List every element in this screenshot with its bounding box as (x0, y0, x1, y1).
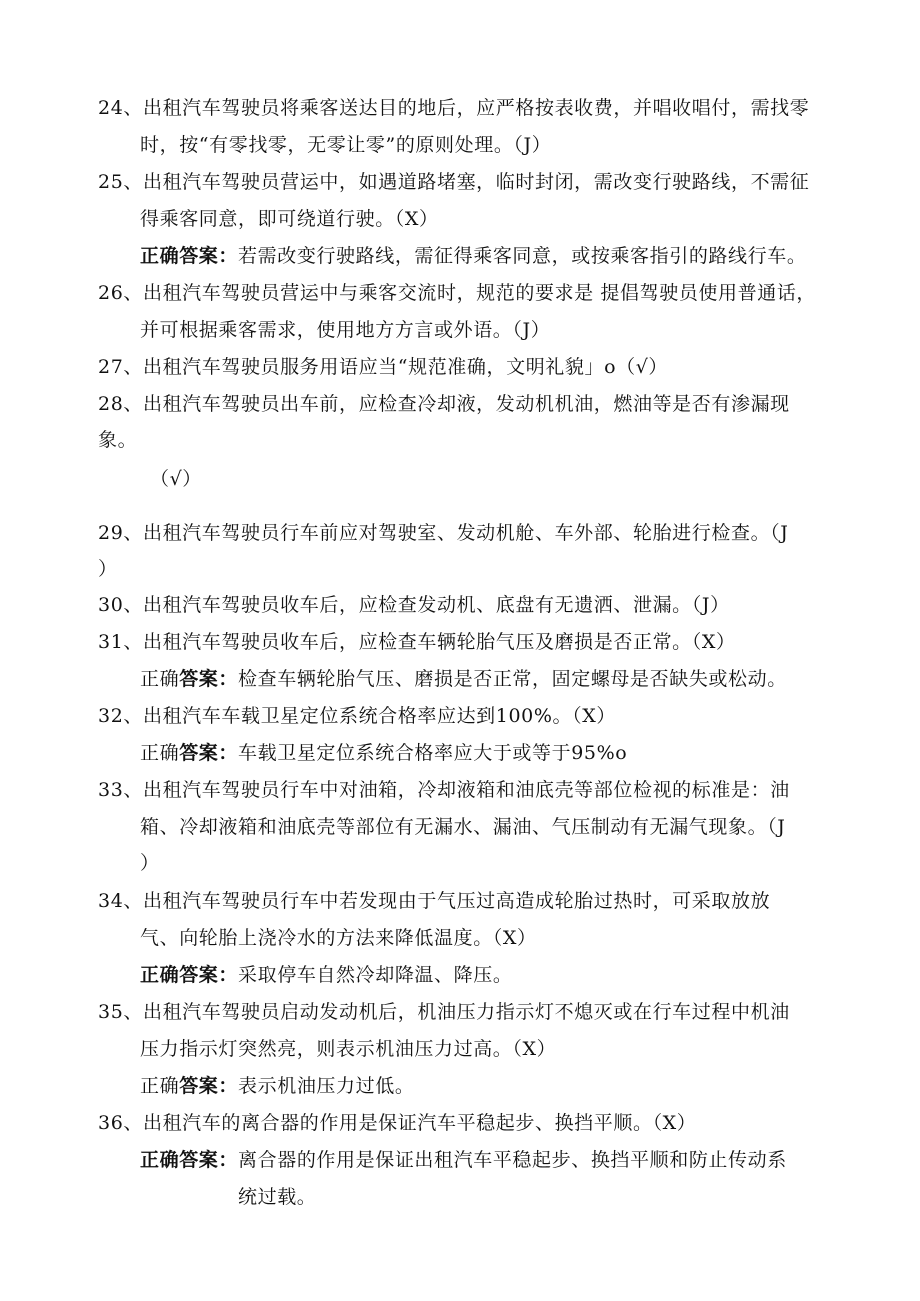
line-26b: 并可根据乘客需求，使用地方方言或外语。（J） (140, 319, 551, 341)
line-28b: 象。 (98, 429, 138, 451)
answer-36b: 统过载。 (238, 1186, 317, 1208)
line-33c: ） (140, 852, 160, 874)
line-35a: 35、出租汽车驾驶员启动发动机后，机油压力指示灯不熄灭或在行车过程中机油 (98, 1001, 790, 1023)
line-29b: ） (98, 558, 118, 580)
line-27: 27、出租汽车驾驶员服务用语应当“规范准确，文明礼貌」o（√） (98, 356, 669, 378)
line-28a: 28、出租汽车驾驶员出车前，应检查冷却液，发动机机油，燃油等是否有渗漏现 (98, 393, 790, 415)
line-32: 32、出租汽车车载卫星定位系统合格率应达到100%。（X） (98, 705, 616, 727)
line-24a: 24、出租汽车驾驶员将乘客送达目的地后，应严格按表收费，并唱收唱付，需找零 (98, 97, 810, 119)
answer-36a: 正确答案：离合器的作用是保证出租汽车平稳起步、换挡平顺和防止传动系 (140, 1149, 787, 1171)
line-30: 30、出租汽车驾驶员收车后，应检查发动机、底盘有无遗洒、泄漏。（J） (98, 594, 730, 616)
answer-25: 正确答案：若需改变行驶路线，需征得乘客同意，或按乘客指引的路线行车。 (140, 245, 807, 267)
answer-32: 正确答案：车载卫星定位系统合格率应大于或等于95%o (140, 742, 628, 764)
line-29a: 29、出租汽车驾驶员行车前应对驾驶室、发动机舱、车外部、轮胎进行检查。（J (98, 522, 789, 544)
line-36: 36、出租汽车的离合器的作用是保证汽车平稳起步、换挡平顺。（X） (98, 1112, 697, 1134)
answer-35: 正确答案：表示机油压力过低。 (140, 1075, 415, 1097)
line-34b: 气、向轮胎上浇冷水的方法来降低温度。（X） (140, 927, 537, 949)
answer-34: 正确答案：采取停车自然冷却降温、降压。 (140, 964, 513, 986)
line-33a: 33、出租汽车驾驶员行车中对油箱，冷却液箱和油底壳等部位检视的标准是：油 (98, 779, 790, 801)
line-28c: （√） (150, 468, 202, 490)
answer-31: 正确答案：检查车辆轮胎气压、磨损是否正常，固定螺母是否缺失或松动。 (140, 668, 787, 690)
line-34a: 34、出租汽车驾驶员行车中若发现由于气压过高造成轮胎过热时，可采取放放 (98, 890, 771, 912)
line-26a: 26、出租汽车驾驶员营运中与乘客交流时，规范的要求是 提倡驾驶员使用普通话， (98, 282, 817, 304)
line-35b: 压力指示灯突然亮，则表示机油压力过高。（X） (140, 1038, 557, 1060)
line-31: 31、出租汽车驾驶员收车后，应检查车辆轮胎气压及磨损是否正常。（X） (98, 631, 736, 653)
line-24b: 时，按“有零找零，无零让零”的原则处理。（J） (140, 134, 552, 156)
line-33b: 箱、冷却液箱和油底壳等部位有无漏水、漏油、气压制动有无漏气现象。（J (140, 816, 786, 838)
line-25b: 得乘客同意，即可绕道行驶。（X） (140, 208, 439, 230)
line-25a: 25、出租汽车驾驶员营运中，如遇道路堵塞，临时封闭，需改变行驶路线，不需征 (98, 171, 810, 193)
